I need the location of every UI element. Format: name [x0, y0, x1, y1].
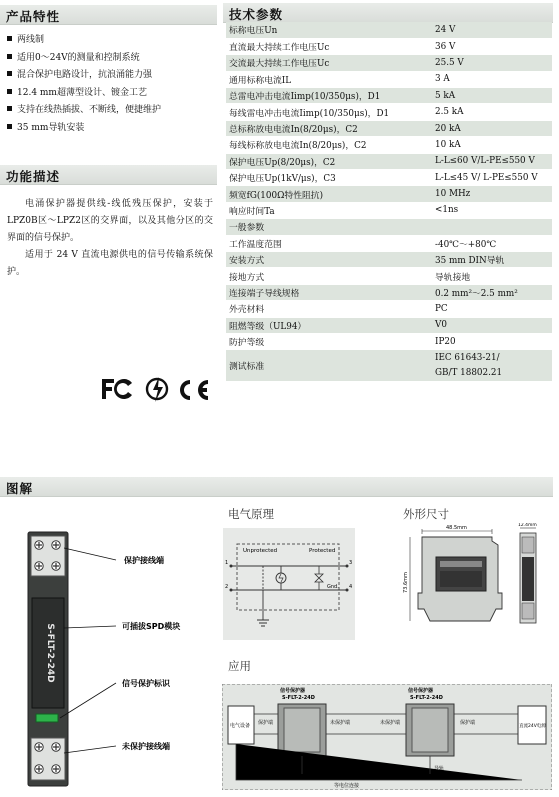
callout-signal-mark: 信号保护标识 [122, 679, 170, 688]
specs-table [226, 22, 552, 382]
table-row: 直流最大持续工作电压Uc 36 V [226, 38, 552, 54]
function-description [7, 196, 213, 281]
table-row: 保护电压Up(1kV/μs)，C3 L-L≤45 V/ L-PE≤550 V [226, 170, 552, 186]
table-row: 每线雷电冲击电流Iimp(10/350μs)，D1 2.5 kA [226, 104, 552, 120]
table-row: 工作温度范围 -40℃～+80℃ [226, 235, 552, 251]
status-led [36, 714, 58, 722]
figures-title: 图解 [6, 481, 34, 496]
bullet-icon [7, 54, 12, 59]
svg-text:等电位连接: 等电位连接 [334, 783, 360, 789]
schematic-caption: 电气原理 [228, 507, 274, 521]
dimensions-caption: 外形尺寸 [403, 507, 449, 521]
specs-section-header [223, 3, 553, 23]
function-paragraph-2: 适用于 24 V 直流电源供电的信号传输系统保护。 [7, 250, 213, 277]
table-row: 阻燃等级（UL94） V0 [226, 317, 552, 333]
ce-mark-icon [180, 380, 208, 400]
svg-text:1: 1 [225, 560, 229, 566]
svg-text:3: 3 [349, 560, 353, 566]
svg-text:导轨: 导轨 [434, 766, 445, 772]
svg-text:Protected: Protected [309, 548, 336, 554]
callout-unprotected-terminal: 未保护接线端 [122, 742, 170, 751]
svg-text:电气设备: 电气设备 [230, 723, 251, 729]
svg-text:Gnd.: Gnd. [327, 584, 339, 590]
list-item: 两线制 [7, 32, 217, 50]
certification-marks [98, 375, 210, 403]
svg-text:信号保护器: 信号保护器 [280, 688, 306, 694]
module-model-label: S-FLT-2-24D [45, 623, 55, 683]
svg-text:12.4mm: 12.4mm [518, 523, 537, 528]
table-row: 外壳材料 PC [226, 301, 552, 317]
svg-text:信号保护器: 信号保护器 [408, 688, 434, 694]
table-row: 频宽fG(100Ω特性阻抗) 10 MHz [226, 186, 552, 202]
function-section-header [0, 165, 217, 185]
table-row: 标称电压Un 24 V [226, 22, 552, 38]
svg-text:保护端: 保护端 [460, 720, 476, 726]
electrical-schematic [223, 528, 355, 640]
svg-text:保护端: 保护端 [258, 720, 274, 726]
figures-section-header [0, 477, 553, 497]
svg-text:未保护端: 未保护端 [380, 720, 401, 726]
table-row: 连接端子导线规格 0.2 mm²～2.5 mm² [226, 284, 552, 300]
bullet-icon [7, 36, 12, 41]
features-section-header [0, 5, 217, 25]
module-illustration [24, 528, 204, 790]
svg-text:Unprotected: Unprotected [243, 548, 278, 554]
bullet-icon [7, 71, 12, 76]
table-row: 响应时间Ta <1ns [226, 202, 552, 218]
svg-text:2: 2 [225, 584, 229, 590]
table-row: 每线标称放电电流In(8/20μs)，C2 10 kA [226, 137, 552, 153]
table-row: 一般参数 [226, 219, 552, 235]
dimension-drawing [400, 523, 550, 643]
svg-text:S-FLT-2-24D: S-FLT-2-24D [282, 695, 315, 701]
table-row: 安装方式 35 mm DIN导轨 [226, 251, 552, 267]
table-row: 保护电压Up(8/20μs)，C2 L-L≤60 V/L-PE≤550 V [226, 153, 552, 169]
table-row: 测试标准 IEC 61643-21/ GB/T 18802.21 [226, 350, 552, 382]
table-row: 交流最大持续工作电压Uc 25.5 V [226, 55, 552, 71]
list-item: 35 mm导轨安装 [7, 120, 217, 138]
table-row: 接地方式 导轨接地 [226, 268, 552, 284]
function-title: 功能描述 [6, 169, 61, 184]
svg-text:48.5mm: 48.5mm [446, 525, 467, 531]
application-caption: 应用 [228, 659, 251, 673]
function-paragraph-1: 电涌保护器提供线-线低残压保护，安装于LPZ0B区～LPZ2区的交界面，以及其他分区的交界面的信号保护。 [7, 199, 213, 243]
svg-text:73.6mm: 73.6mm [403, 572, 409, 593]
callout-protected-terminal: 保护接线端 [124, 556, 164, 565]
svg-text:S-FLT-2-24D: S-FLT-2-24D [410, 695, 443, 701]
list-item: 混合保护电路设计，抗浪涌能力强 [7, 67, 217, 85]
features-title: 产品特性 [6, 9, 61, 24]
fc-mark-icon [102, 379, 132, 399]
table-row: 通用标称电流IL 3 A [226, 71, 552, 87]
table-row: 防护等级 IP20 [226, 333, 552, 349]
bullet-icon [7, 124, 12, 129]
svg-text:直流24V电源: 直流24V电源 [519, 724, 546, 729]
lightning-ground-icon [147, 377, 167, 402]
specs-title: 技术参数 [229, 7, 284, 22]
features-list [7, 32, 217, 137]
list-item: 支持在线热插拔、不断线，便捷维护 [7, 102, 217, 120]
callout-pluggable-module: 可插拔SPD模块 [122, 622, 181, 631]
application-diagram [222, 684, 552, 790]
svg-text:未保护端: 未保护端 [330, 720, 351, 726]
table-row: 总雷电冲击电流Iimp(10/350μs)，D1 5 kA [226, 88, 552, 104]
list-item: 12.4 mm超薄型设计、镀金工艺 [7, 85, 217, 103]
table-row: 总标称放电电流In(8/20μs)，C2 20 kA [226, 120, 552, 136]
bullet-icon [7, 106, 12, 111]
svg-text:导轨: 导轨 [306, 766, 317, 772]
list-item: 适用0～24V的测量和控制系统 [7, 50, 217, 68]
svg-text:4: 4 [349, 584, 353, 590]
bullet-icon [7, 89, 12, 94]
